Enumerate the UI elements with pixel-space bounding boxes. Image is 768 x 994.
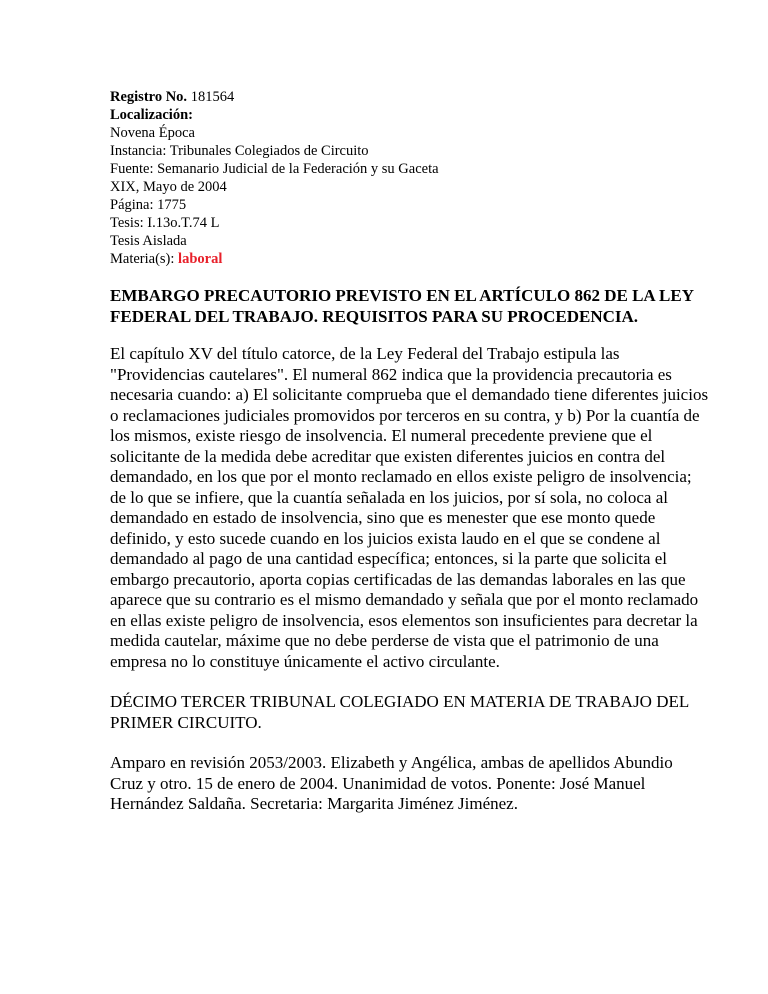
thesis-body: El capítulo XV del título catorce, de la Ley Federal del Trabajo estipula las "Providencias cautelares". El numeral 862 indica que la providencia precautoria es necesaria cuando: a) El solicitante comprueba que el demandado tiene diferentes juicios o reclamaciones judiciales promovidos por terceros en su contra, y b) Por la cuantía de los mismos, existe riesgo de insolvencia. El numeral precedente previene que el solicitante de la medida debe acreditar que existen diferentes juicios en contra del demandado, en los que por el monto reclamado en ellos existe peligro de insolvencia; de lo que se infiere, que la cuantía señalada en los juicios, por sí sola, no coloca al demandado en estado de insolvencia, sino que es menester que ese monto quede definido, y esto sucede cuando en los juicios exista laudo en el que se condene al demandado al pago de una cantidad específica; entonces, si la parte que solicita el embargo precautorio, aporta copias certificadas de las demandas laborales en las que aparece que su contrario es el mismo demandado y señala que por el monto reclamado en ellas existe peligro de insolvencia, esos elementos son insuficientes para decretar la medida cautelar, máxime que no debe perderse de vista que el patrimonio de una empresa no lo constituye únicamente el activo circulante. bbox=[110, 344, 709, 671]
materia-line bbox=[110, 250, 710, 268]
registro-label: Registro No. bbox=[110, 89, 188, 105]
tipo-line: Tesis Aislada bbox=[110, 233, 187, 249]
metadata-block bbox=[110, 88, 710, 268]
instancia-line: Instancia: Tribunales Colegiados de Circuito bbox=[110, 143, 369, 159]
document-page bbox=[110, 88, 710, 815]
materia-label: Materia(s): bbox=[110, 251, 175, 267]
thesis-title: EMBARGO PRECAUTORIO PREVISTO EN EL ARTÍCULO 862 DE LA LEY FEDERAL DEL TRABAJO. REQUISITOS PARA SU PROCEDENCIA. bbox=[110, 286, 694, 326]
tesis-line: Tesis: I.13o.T.74 L bbox=[110, 215, 220, 231]
registro-line bbox=[110, 88, 710, 106]
precedent-text: Amparo en revisión 2053/2003. Elizabeth y Angélica, ambas de apellidos Abundio Cruz y otro. 15 de enero de 2004. Unanimidad de votos. Ponente: José Manuel Hernández Saldaña. Secretaria: Margarita Jiménez Jiménez. bbox=[110, 753, 673, 813]
localizacion-line bbox=[110, 106, 710, 124]
materia-link[interactable]: laboral bbox=[178, 251, 223, 267]
tribunal-name: DÉCIMO TERCER TRIBUNAL COLEGIADO EN MATERIA DE TRABAJO DEL PRIMER CIRCUITO. bbox=[110, 692, 689, 732]
pagina-line: Página: 1775 bbox=[110, 197, 187, 213]
fuente-line: Fuente: Semanario Judicial de la Federación y su Gaceta bbox=[110, 161, 439, 177]
localizacion-label: Localización: bbox=[110, 107, 193, 123]
epoca-line: Novena Época bbox=[110, 125, 195, 141]
tomo-line: XIX, Mayo de 2004 bbox=[110, 179, 227, 195]
registro-value: 181564 bbox=[190, 89, 235, 105]
